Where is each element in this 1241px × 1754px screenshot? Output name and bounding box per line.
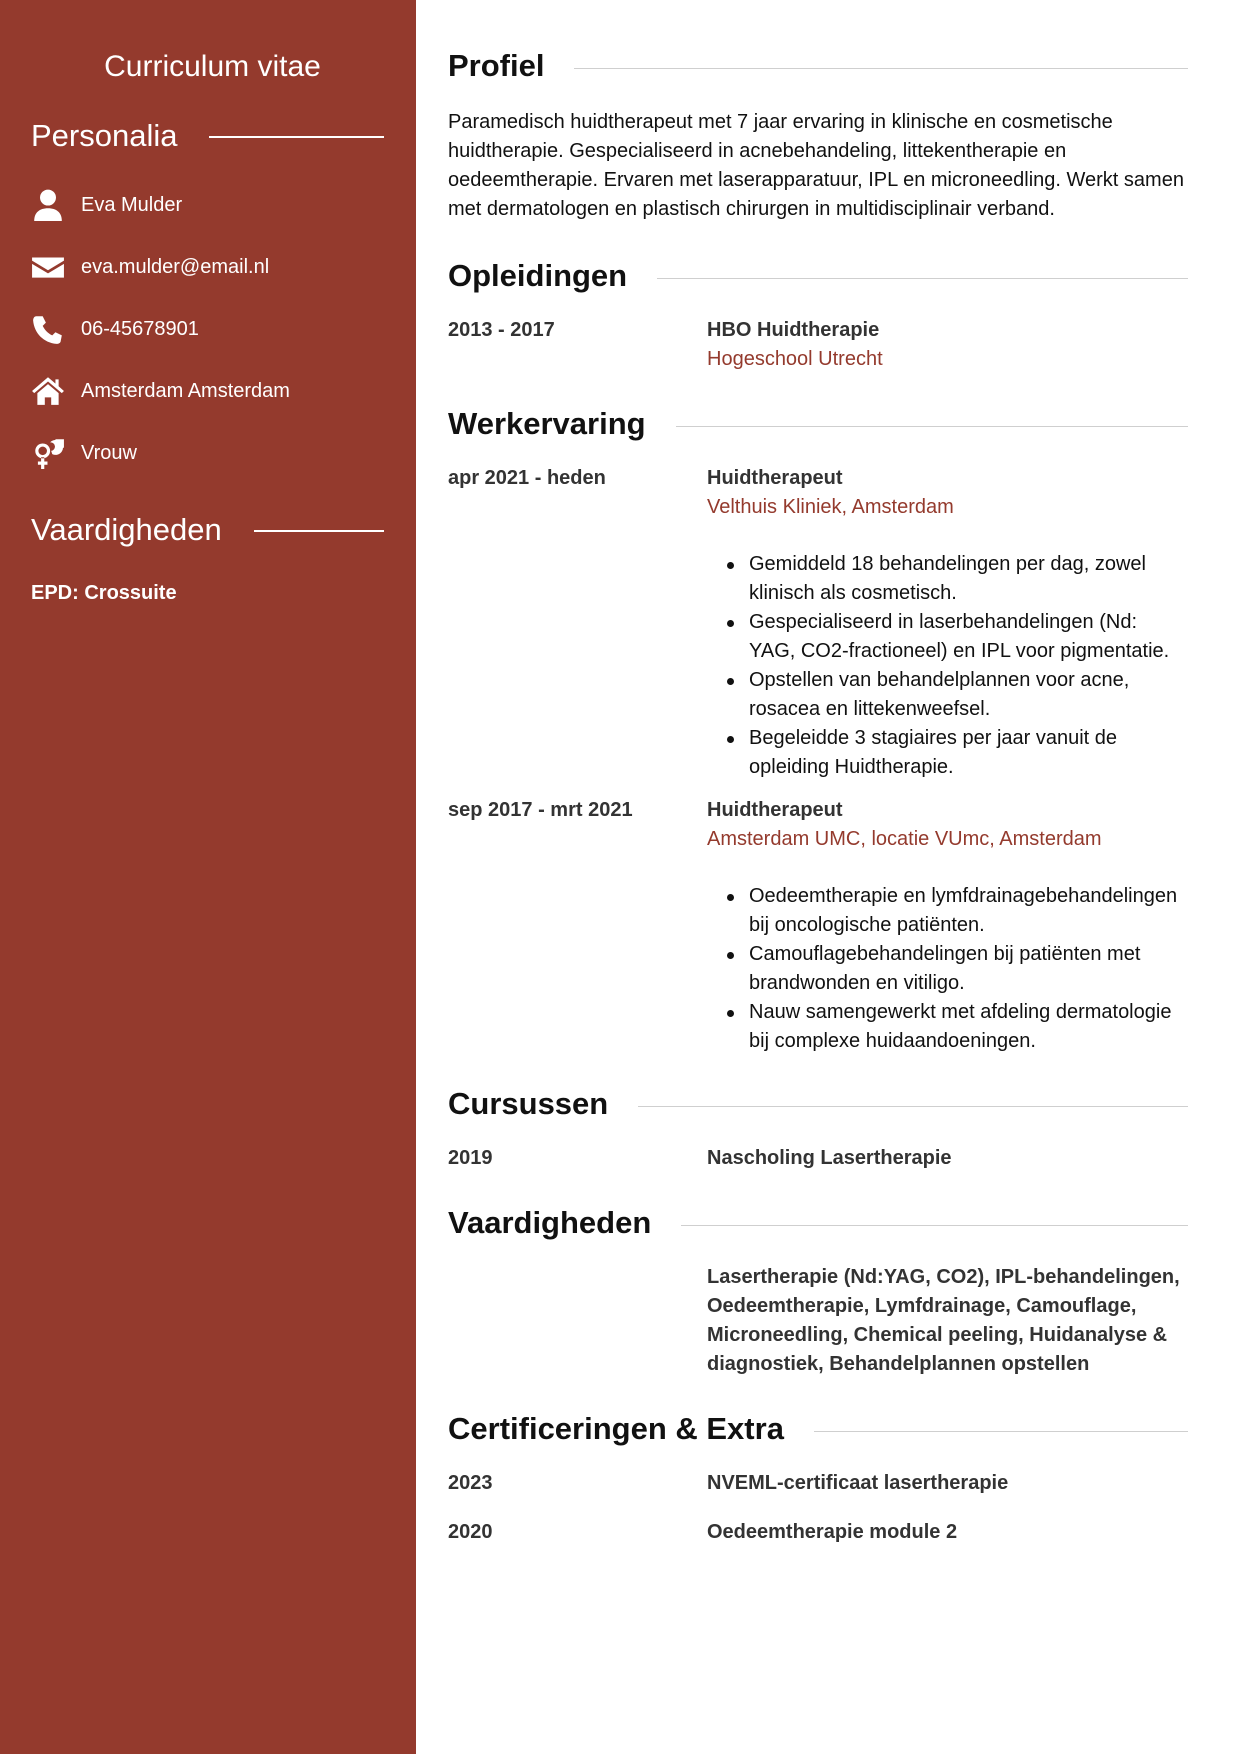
entry-body (707, 1469, 1188, 1498)
certification-entry (448, 1469, 1188, 1498)
contact-gender-value: Vrouw (81, 441, 137, 464)
entry-body (707, 316, 1188, 374)
personalia-heading-text: Personalia (31, 118, 178, 153)
bullet-item: Gemiddeld 18 behandelingen per dag, zowel klinisch als cosmetisch. (727, 550, 1188, 608)
cv-title: Curriculum vitae (104, 50, 321, 83)
experience-entry (448, 464, 1188, 782)
bullet-item: Begeleidde 3 stagiaires per jaar vanuit de opleiding Huidtherapie. (727, 724, 1188, 782)
experience-heading-text: Werkervaring (448, 406, 646, 441)
entry-body (707, 796, 1188, 1056)
skills-section (448, 1205, 1188, 1379)
entry-org: Hogeschool Utrecht (707, 348, 883, 370)
entry-org: Amsterdam UMC, locatie VUmc, Amsterdam (707, 828, 1102, 850)
entry-date-empty (448, 1263, 707, 1379)
contact-phone-value: 06-45678901 (81, 317, 199, 340)
heading-divider (574, 68, 1188, 69)
entry-org: Velthuis Kliniek, Amsterdam (707, 496, 954, 518)
bullet-item: Camouflagebehandelingen bij patiënten met brandwonden en vitiligo. (727, 940, 1188, 998)
heading-divider (676, 426, 1188, 427)
skills-heading (448, 1205, 1188, 1241)
user-icon (31, 188, 65, 222)
personalia-heading (31, 118, 384, 154)
entry-date: 2013 - 2017 (448, 319, 555, 341)
courses-heading-text: Cursussen (448, 1086, 609, 1121)
profile-text: Paramedisch huidtherapeut met 7 jaar ervaring in klinische en cosmetische huidtherapie. Gespecialiseerd in acnebehandeling, littekentherapie en oedeemtherapie. Ervaren met laserapparatuur, IPL en microneedling. Werkt samen met dermatologen en plastisch chirurgen in multidisciplinair verband. (448, 111, 1184, 220)
heading-divider (814, 1431, 1188, 1432)
contact-address-value: Amsterdam Amsterdam (81, 379, 290, 402)
education-heading (448, 258, 1188, 294)
contact-email-value: eva.mulder@email.nl (81, 255, 270, 278)
entry-date: apr 2021 - heden (448, 467, 606, 489)
certification-entry (448, 1518, 1188, 1547)
heading-divider (657, 278, 1188, 279)
phone-icon (31, 312, 65, 346)
contact-gender (31, 422, 384, 484)
main-content (448, 48, 1188, 1547)
heading-divider (638, 1106, 1188, 1107)
entry-date: 2020 (448, 1521, 493, 1543)
contact-name (31, 174, 384, 236)
profile-heading-text: Profiel (448, 48, 545, 83)
profile-section (448, 48, 1188, 224)
sidebar-skills-section (31, 512, 384, 605)
bullet-item: Nauw samengewerkt met afdeling dermatologie bij complexe huidaandoeningen. (727, 998, 1188, 1056)
sidebar-skills-heading (31, 512, 384, 548)
contact-phone (31, 298, 384, 360)
entry-title: Huidtherapeut (707, 799, 843, 821)
sidebar-skills-heading-text: Vaardigheden (31, 512, 222, 547)
entry-title: HBO Huidtherapie (707, 319, 880, 341)
sidebar (0, 0, 416, 1754)
courses-heading (448, 1086, 1188, 1122)
bullet-item: Opstellen van behandelplannen voor acne, rosacea en littekenweefsel. (727, 666, 1188, 724)
certifications-heading (448, 1411, 1188, 1447)
heading-divider (681, 1225, 1188, 1226)
contact-name-value: Eva Mulder (81, 193, 183, 216)
home-icon (31, 374, 65, 408)
heading-divider (209, 136, 384, 138)
entry-bullets (707, 882, 1188, 1056)
entry-title: NVEML-certificaat lasertherapie (707, 1472, 1009, 1494)
certifications-heading-text: Certificeringen & Extra (448, 1411, 784, 1446)
entry-date: 2023 (448, 1472, 493, 1494)
entry-date: sep 2017 - mrt 2021 (448, 799, 633, 821)
entry-body (707, 464, 1188, 782)
entry-title: Oedeemtherapie module 2 (707, 1521, 958, 1543)
entry-title: Nascholing Lasertherapie (707, 1147, 952, 1169)
entry-title: Huidtherapeut (707, 467, 843, 489)
profile-heading (448, 48, 1188, 84)
experience-heading (448, 406, 1188, 442)
gender-icon (31, 436, 65, 470)
personalia-section (31, 118, 384, 484)
education-entry (448, 316, 1188, 374)
heading-divider (254, 530, 384, 532)
courses-section (448, 1086, 1188, 1173)
education-section (448, 258, 1188, 374)
entry-body (707, 1144, 1188, 1173)
contact-email (31, 236, 384, 298)
skills-entry (448, 1263, 1188, 1379)
entry-date: 2019 (448, 1147, 493, 1169)
sidebar-skill: EPD: Crossuite (31, 582, 177, 604)
contact-address (31, 360, 384, 422)
course-entry (448, 1144, 1188, 1173)
entry-body (707, 1518, 1188, 1547)
bullet-item: Oedeemtherapie en lymfdrainagebehandelingen bij oncologische patiënten. (727, 882, 1188, 940)
education-heading-text: Opleidingen (448, 258, 628, 293)
entry-bullets (707, 550, 1188, 782)
experience-entry (448, 796, 1188, 1056)
skills-text: Lasertherapie (Nd:YAG, CO2), IPL-behandelingen, Oedeemtherapie, Lymfdrainage, Camouflage, Microneedling, Chemical peeling, Huidanalyse & diagnostiek, Behandelplannen opstellen (707, 1266, 1180, 1375)
contact-list (31, 174, 384, 484)
skills-heading-text: Vaardigheden (448, 1205, 652, 1240)
envelope-icon (31, 250, 65, 284)
bullet-item: Gespecialiseerd in laserbehandelingen (Nd: YAG, CO2-fractioneel) en IPL voor pigmentatie. (727, 608, 1188, 666)
certifications-section (448, 1411, 1188, 1547)
experience-section (448, 406, 1188, 1056)
